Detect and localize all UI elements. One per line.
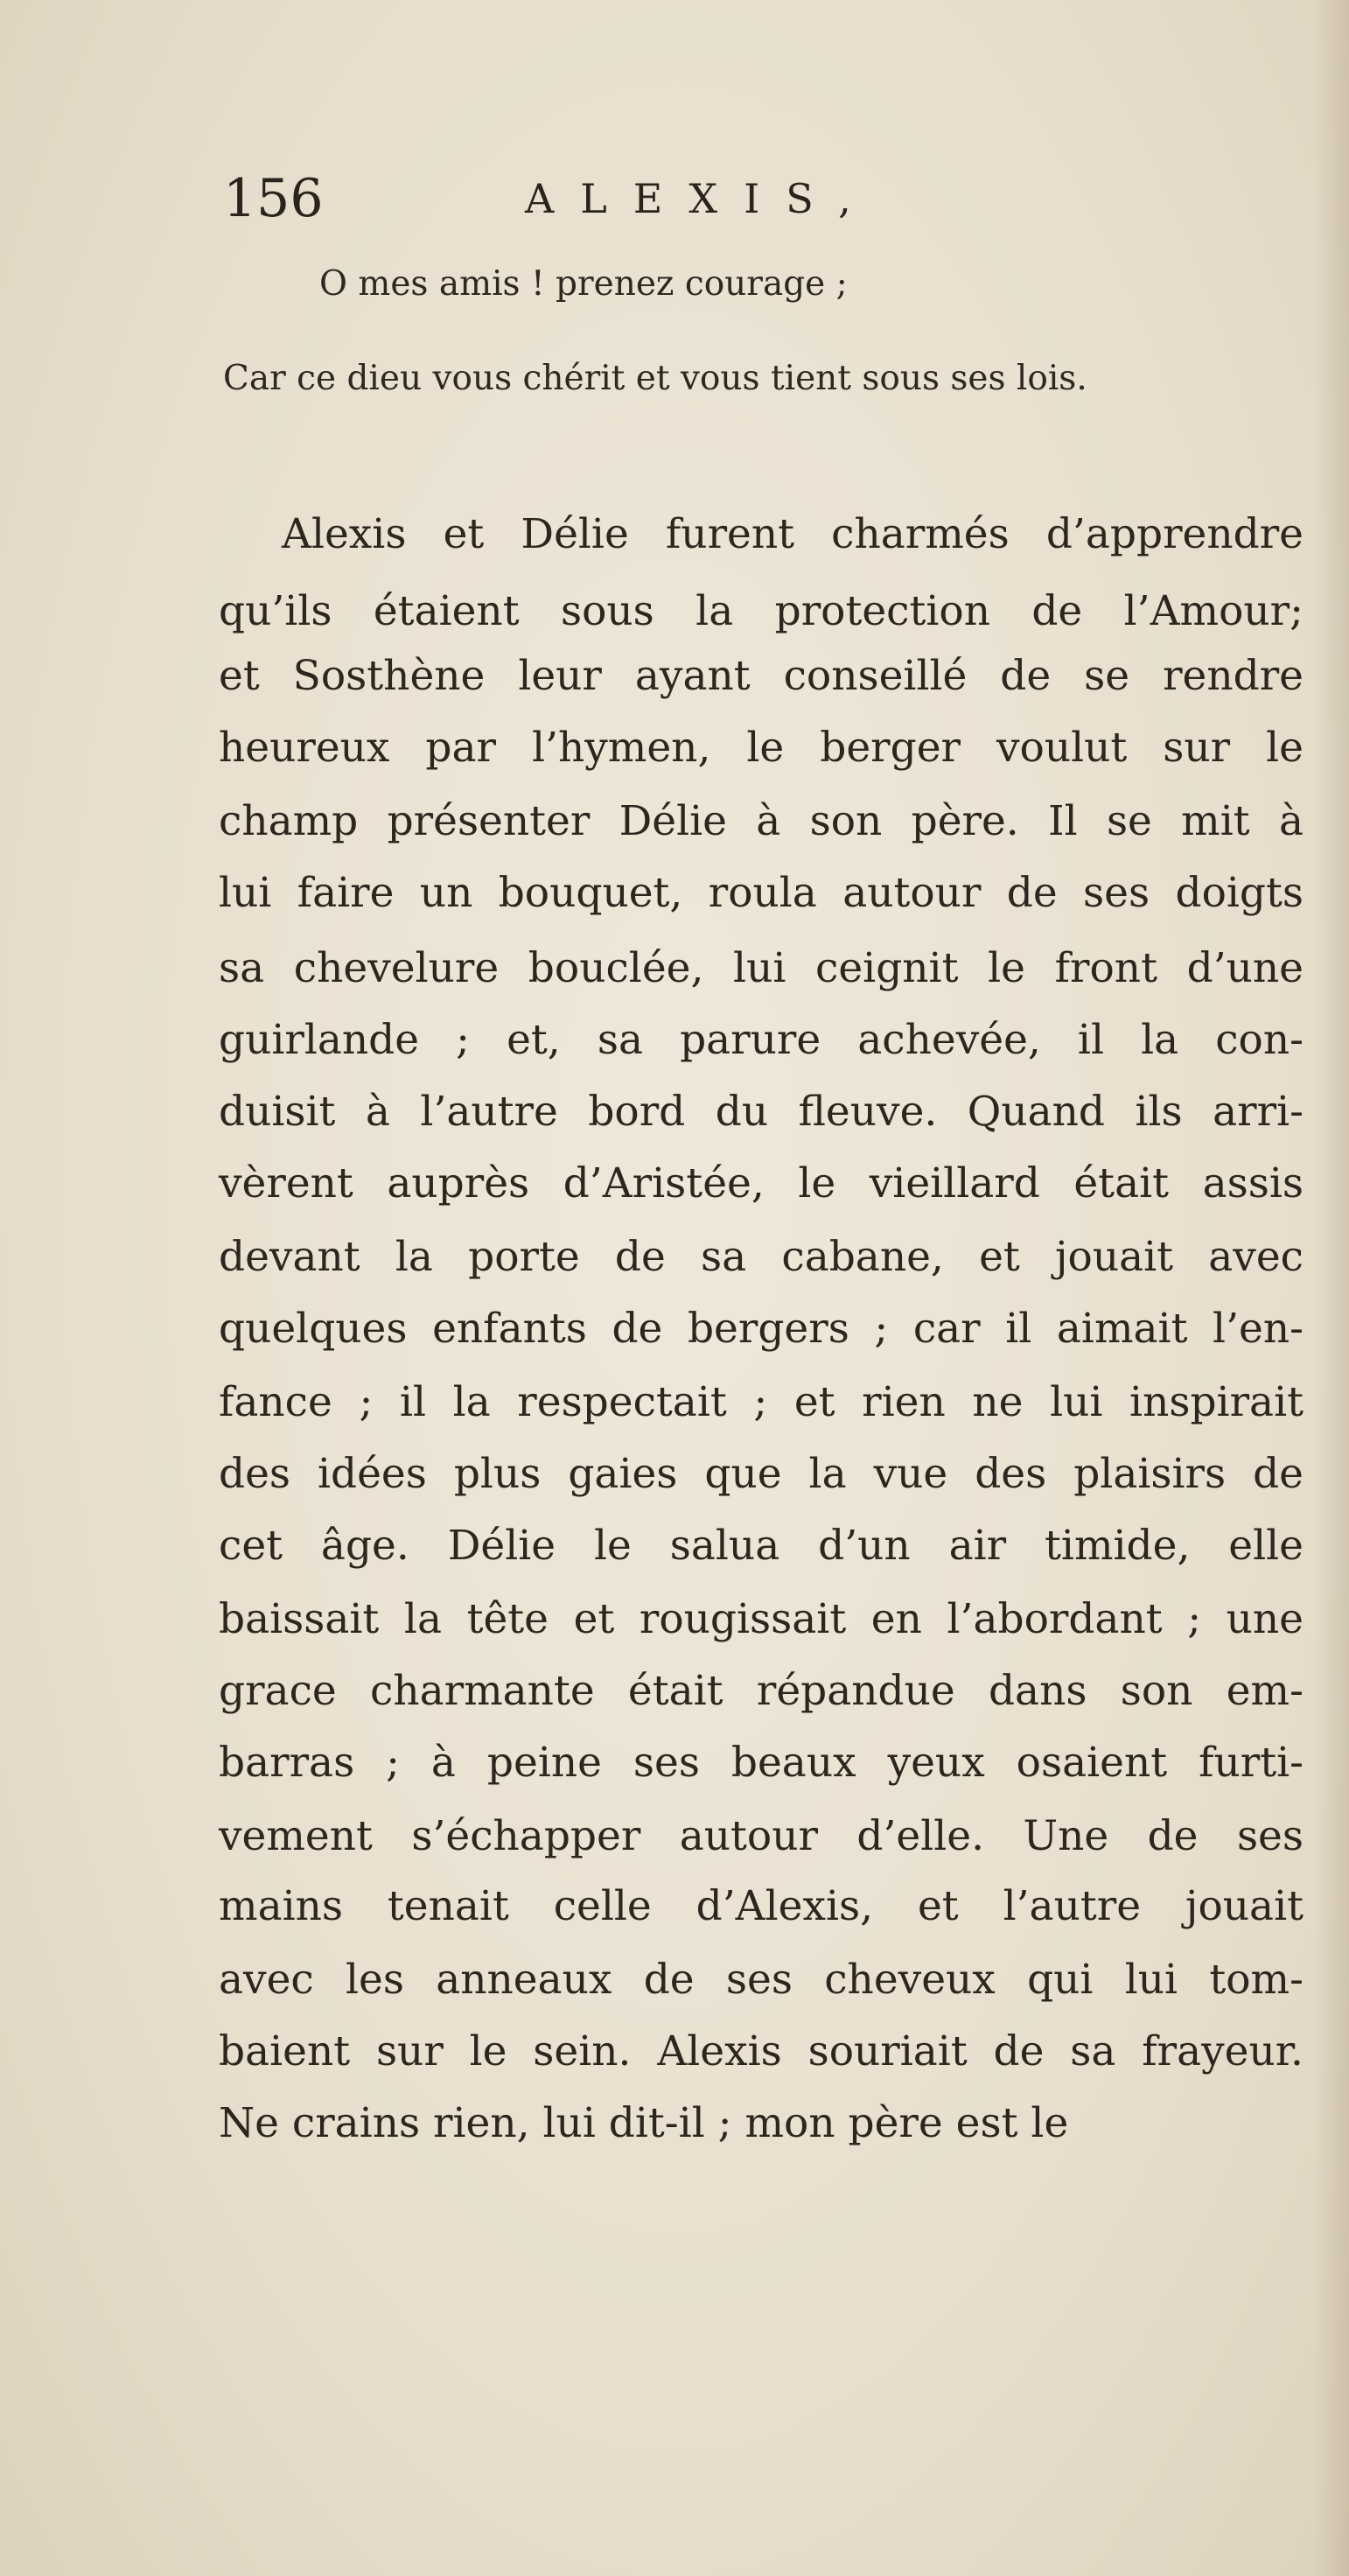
running-title: ALEXIS, (525, 175, 877, 222)
page-number: 156 (223, 168, 324, 229)
paragraph-line: grace charmante était répandue dans son em- (219, 1667, 1304, 1715)
paragraph-line: lui faire un bouquet, roula autour de ses doigts (219, 869, 1304, 917)
paragraph-line: baient sur le sein. Alexis souriait de sa frayeur. (219, 2027, 1304, 2076)
paragraph-line: Ne crains rien, lui dit-il ; mon père est le (219, 2099, 1069, 2147)
paragraph-line: qu’ils étaient sous la protection de l’Amour; (219, 587, 1304, 635)
paragraph-line: vèrent auprès d’Aristée, le vieillard était assis (219, 1159, 1304, 1208)
paragraph-line: cet âge. Délie le salua d’un air timide, elle (219, 1522, 1304, 1570)
verse-line: Car ce dieu vous chérit et vous tient sous ses lois. (223, 359, 1087, 398)
verse-line: O mes amis ! prenez courage ; (319, 264, 848, 304)
paragraph-line: devant la porte de sa cabane, et jouait avec (219, 1233, 1304, 1281)
paragraph-line: barras ; à peine ses beaux yeux osaient furti- (219, 1739, 1304, 1787)
paragraph-line: champ présenter Délie à son père. Il se mit à (219, 797, 1304, 845)
paragraph-line: des idées plus gaies que la vue des plaisirs de (219, 1450, 1304, 1498)
paragraph-line: baissait la tête et rougissait en l’abordant ; une (219, 1595, 1304, 1643)
page-gutter-shadow (1314, 0, 1349, 2576)
paragraph-line: Alexis et Délie furent charmés d’apprendre (282, 510, 1304, 558)
paragraph-line: et Sosthène leur ayant conseillé de se rendre (219, 652, 1304, 700)
paragraph-line: heureux par l’hymen, le berger voulut sur le (219, 724, 1304, 772)
paragraph-line: mains tenait celle d’Alexis, et l’autre jouait (219, 1882, 1304, 1930)
paragraph-line: quelques enfants de bergers ; car il aimait l’en- (219, 1305, 1304, 1353)
paragraph-line: sa chevelure bouclée, lui ceignit le front d’une (219, 944, 1304, 992)
paragraph-line: guirlande ; et, sa parure achevée, il la con- (219, 1016, 1304, 1064)
paragraph-line: avec les anneaux de ses cheveux qui lui tom- (219, 1956, 1304, 2004)
paragraph-line: vement s’échapper autour d’elle. Une de ses (219, 1812, 1304, 1860)
paragraph-line: duisit à l’autre bord du fleuve. Quand ils arri- (219, 1088, 1304, 1136)
paragraph-line: fance ; il la respectait ; et rien ne lui inspirait (219, 1378, 1304, 1426)
